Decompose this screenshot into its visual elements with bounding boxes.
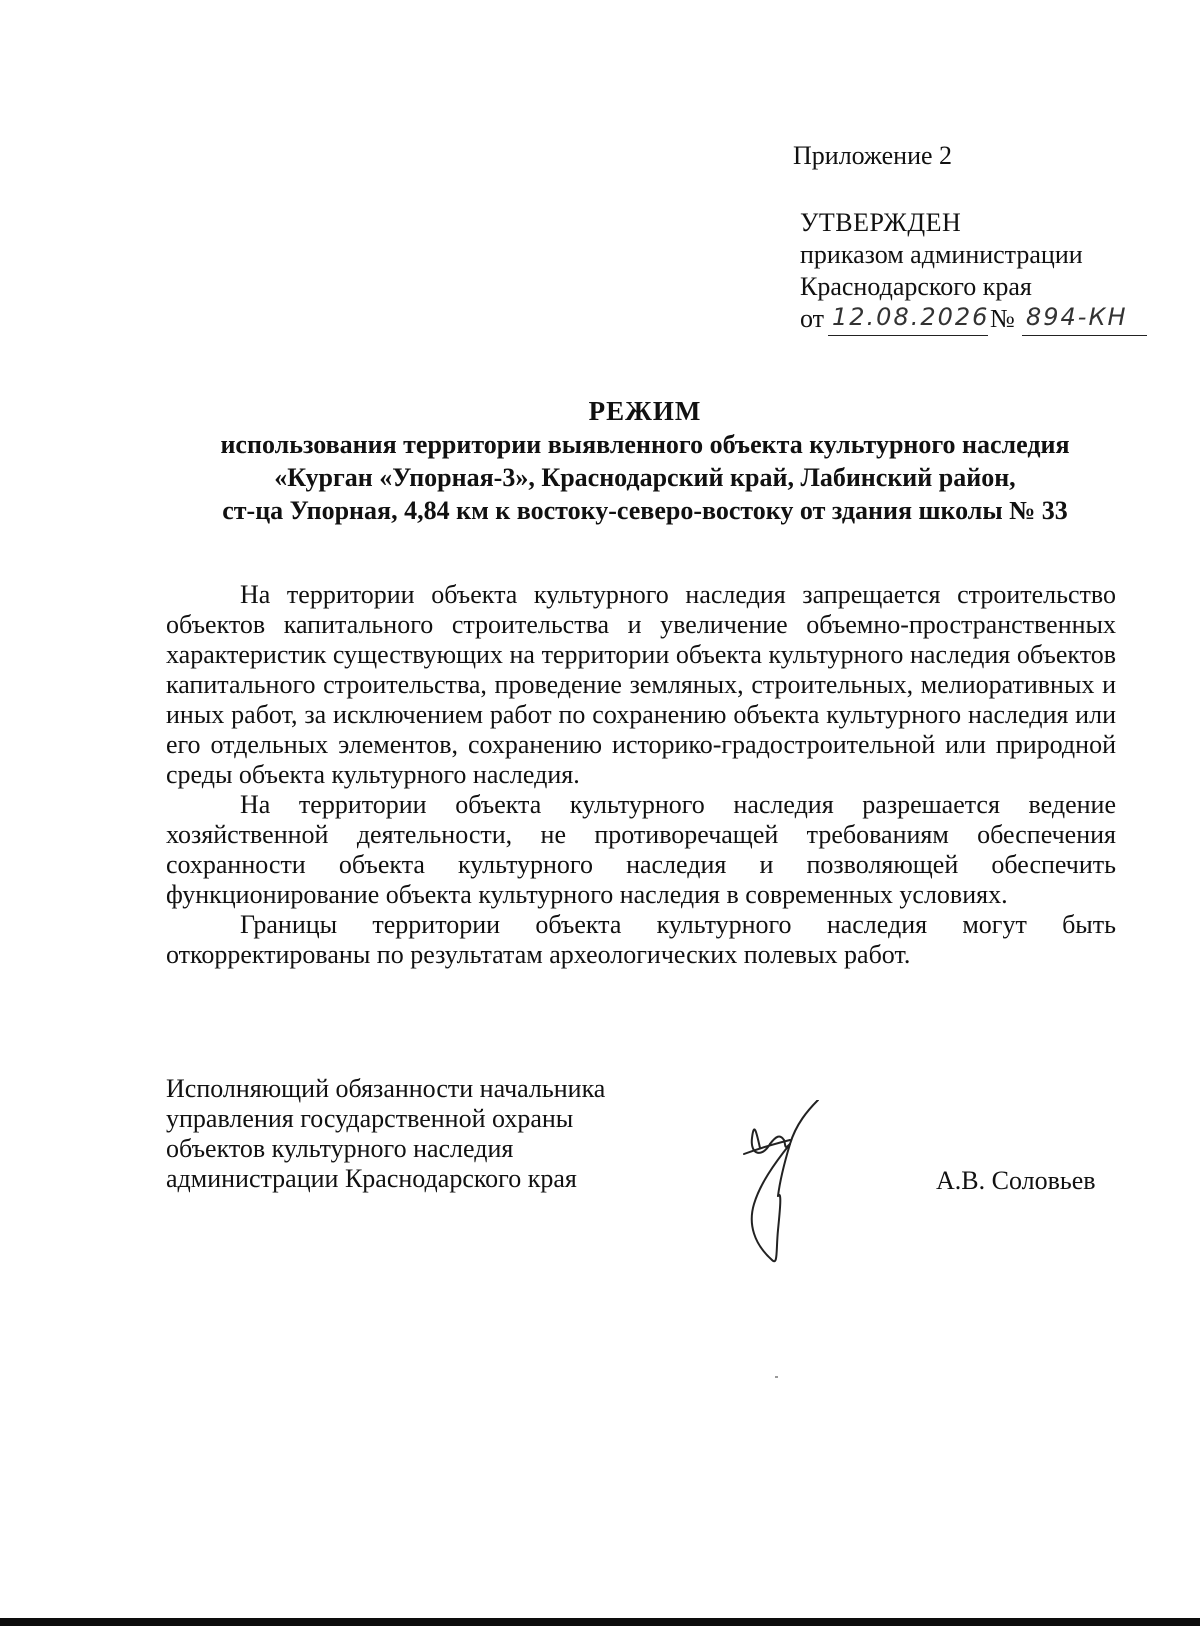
appendix-label: Приложение 2	[793, 141, 953, 170]
heading-line-1: использования территории выявленного объекта культурного наследия	[220, 430, 1070, 459]
handwritten-signature	[730, 1100, 870, 1280]
document-title: РЕЖИМ	[588, 396, 702, 426]
signatory-position	[166, 1074, 605, 1194]
order-number: 894-КН	[1026, 303, 1128, 331]
signatory-name: А.В. Соловьев	[936, 1166, 1096, 1195]
approved-line-2: Краснодарского края	[800, 272, 1032, 301]
heading-line-2: «Курган «Упорная-3», Краснодарский край, Лабинский район,	[274, 463, 1016, 492]
paragraph-prohibitions: На территории объекта культурного наследия запрещается строительство объектов капитального строительства и увеличение объемно-пространственных характеристик существующих на территории объекта культурного наследия объектов капитального строительства, проведение земляных, строительных, мелиоративных и иных работ, за исключением работ по сохранению объекта культурного наследия или его отдельных элементов, сохранению историко-градостроительной или природной среды объекта культурного наследия.	[166, 580, 1116, 789]
order-reference	[800, 303, 1170, 339]
position-line-2: управления государственной охраны	[166, 1104, 574, 1133]
order-date: 12.08.2026	[832, 303, 990, 331]
position-line-1: Исполняющий обязанности начальника	[166, 1074, 606, 1103]
scan-edge-bar	[0, 1618, 1200, 1626]
order-number-label: №	[990, 304, 1015, 333]
approved-line-1: приказом администрации	[800, 240, 1083, 269]
paragraph-permissions: На территории объекта культурного наследия разрешается ведение хозяйственной деятельности, не противоречащей требованиям обеспечения сохранности объекта культурного наследия и позволяющей обеспечить функционирование объекта культурного наследия в современных условиях.	[166, 790, 1116, 909]
position-line-4: администрации Краснодарского края	[166, 1164, 577, 1193]
order-from-label: от	[800, 304, 825, 333]
document-heading	[150, 394, 1140, 527]
position-line-3: объектов культурного наследия	[166, 1134, 514, 1163]
heading-line-3: ст-ца Упорная, 4,84 км к востоку-северо-востоку от здания школы № 33	[222, 496, 1068, 525]
document-body	[166, 580, 1116, 970]
approval-block	[800, 207, 1170, 339]
scan-speck	[775, 1376, 778, 1378]
paragraph-boundaries: Границы территории объекта культурного наследия могут быть откорректированы по результатам археологических полевых работ.	[166, 910, 1116, 969]
approved-title: УТВЕРЖДЕН	[800, 208, 962, 237]
